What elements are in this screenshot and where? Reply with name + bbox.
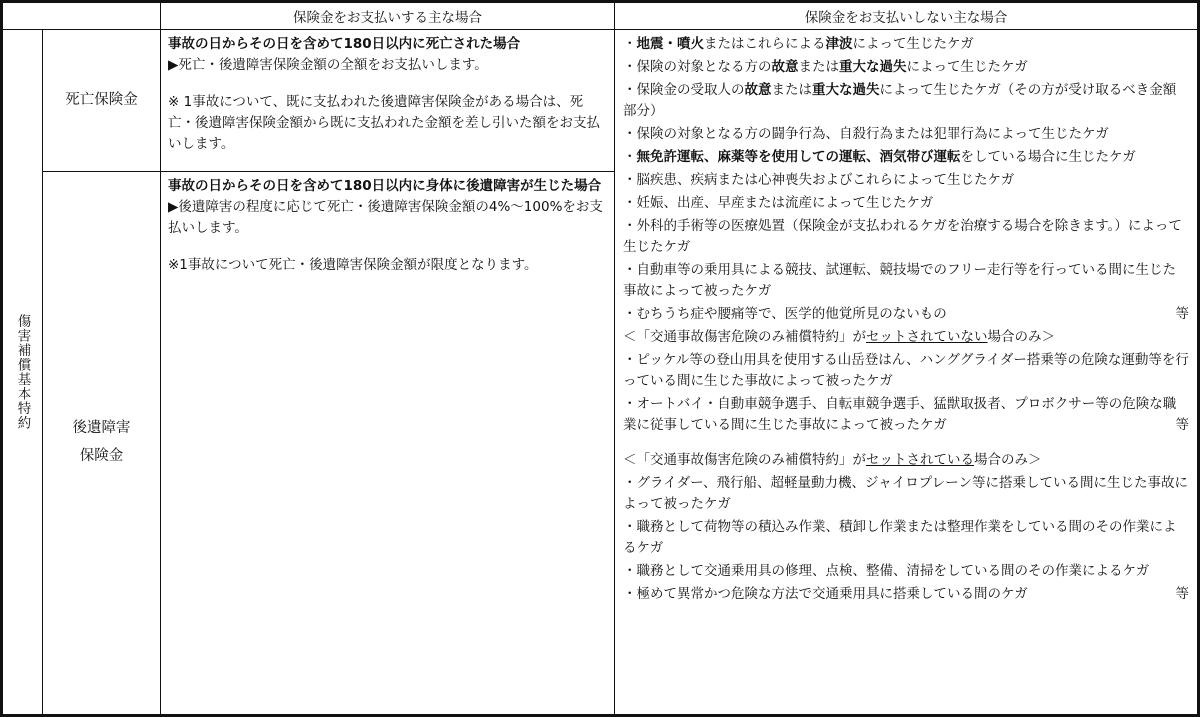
disability-lead xyxy=(168,176,606,197)
rider-a-heading: ＜「交通事故傷害危険のみ補償特約」がセットされていない場合のみ＞ xyxy=(623,329,1055,345)
rider-b-item: ・職務として荷物等の積込み作業、積卸し作業または整理作業をしている間のその作業によるケガ xyxy=(623,519,1177,556)
disability-lead-b: 後遺障害が生じた場合 xyxy=(466,178,602,194)
rider-b-item: ・グライダー、飛行船、超軽量動力機、ジャイロプレーン等に搭乗している間に生じた事故によって被ったケガ xyxy=(623,475,1188,512)
disability-benefit-name xyxy=(43,172,161,715)
death-lead-b: 死亡された場合 xyxy=(425,36,521,52)
disability-payment: ▶後遺障害の程度に応じて死亡・後遺障害保険金額の4%～100%をお支払いします。 xyxy=(168,199,603,236)
exclusion-item: ・妊娠、出産、早産または流産によって生じたケガ xyxy=(623,195,934,211)
exclusion-item: ・保険金の受取人の故意または重大な過失によって生じたケガ（その方が受け取るべき金額部分） xyxy=(623,82,1177,119)
etc-mark: 等 xyxy=(1175,417,1189,433)
death-lead xyxy=(168,34,606,55)
exclusion-item: ・地震・噴火またはこれらによる津波によって生じたケガ xyxy=(623,36,974,52)
exclusion-item: ・外科的手術等の医療処置（保険金が支払われるケガを治療する場合を除きます。）によって生じたケガ xyxy=(623,218,1182,255)
disability-condition-cell xyxy=(161,172,615,715)
exclusion-item: ・自動車等の乗用具による競技、試運転、競技場でのフリー走行等を行っている間に生じた事故によって被ったケガ xyxy=(623,262,1176,299)
section-label: 傷害補償基本特約 xyxy=(14,314,31,430)
header-paid: 保険金をお支払いする主な場合 xyxy=(161,3,615,30)
exclusion-item: ・無免許運転、麻薬等を使用しての運転、酒気帯び運転をしている場合に生じたケガ xyxy=(623,149,1136,165)
spacer xyxy=(168,76,606,92)
header-row xyxy=(3,3,1198,30)
death-condition-cell xyxy=(161,30,615,172)
header-blank-cell xyxy=(3,3,161,30)
death-lead-a: 事故の日からその日を含めて180日以内に xyxy=(168,36,426,52)
header-not-paid: 保険金をお支払いしない主な場合 xyxy=(615,3,1198,30)
exclusions-cell xyxy=(615,30,1198,715)
section-label-cell xyxy=(3,30,43,715)
exclusion-item-last: ・むちうち症や腰痛等で、医学的他覚所見のないもの 等 xyxy=(623,304,1189,325)
exclusion-list xyxy=(623,34,1189,325)
rider-b-item: ・職務として交通乗用具の修理、点検、整備、清掃をしている間のその作業によるケガ xyxy=(623,563,1150,579)
rider-b-item: ・極めて異常かつ危険な方法で交通乗用具に搭乗している間のケガ 等 xyxy=(623,584,1189,605)
rider-b-heading: ＜「交通事故傷害危険のみ補償特約」がセットされている場合のみ＞ xyxy=(623,452,1042,468)
exclusion-item: ・保険の対象となる方の故意または重大な過失によって生じたケガ xyxy=(623,59,1028,75)
etc-mark: 等 xyxy=(1175,306,1189,322)
disability-name-line1: 後遺障害 xyxy=(72,420,131,437)
death-payment: ▶死亡・後遺障害保険金額の全額をお支払いします。 xyxy=(168,57,488,73)
rider-a-item: ・ピッケル等の登山用具を使用する山岳登はん、ハンググライダー搭乗等の危険な運動等を行っている間に生じた事故によって被ったケガ xyxy=(623,352,1189,389)
disability-name-line2: 保険金 xyxy=(79,448,124,464)
etc-mark: 等 xyxy=(1175,586,1189,602)
rider-a-item: ・オートバイ・自動車競争選手、自転車競争選手、猛獣取扱者、プロボクサー等の危険な職業に従事している間に生じた事故によって被ったケガ 等 xyxy=(623,394,1189,436)
disability-note: ※1事故について死亡・後遺障害保険金額が限度となります。 xyxy=(168,257,538,273)
benefits-table xyxy=(2,2,1198,715)
exclusion-item: ・保険の対象となる方の闘争行為、自殺行為または犯罪行為によって生じたケガ xyxy=(623,126,1109,142)
death-benefit-name: 死亡保険金 xyxy=(43,30,161,172)
spacer xyxy=(168,239,606,255)
disability-lead-a: 事故の日からその日を含めて180日以内に身体に xyxy=(168,178,467,194)
exclusion-item: ・脳疾患、疾病または心神喪失およびこれらによって生じたケガ xyxy=(623,172,1015,188)
death-note: ※ 1事故について、既に支払われた後遺障害保険金がある場合は、死亡・後遺障害保険金額から既に支払われた金額を差し引いた額をお支払いします。 xyxy=(168,94,600,152)
death-row xyxy=(3,30,1198,172)
